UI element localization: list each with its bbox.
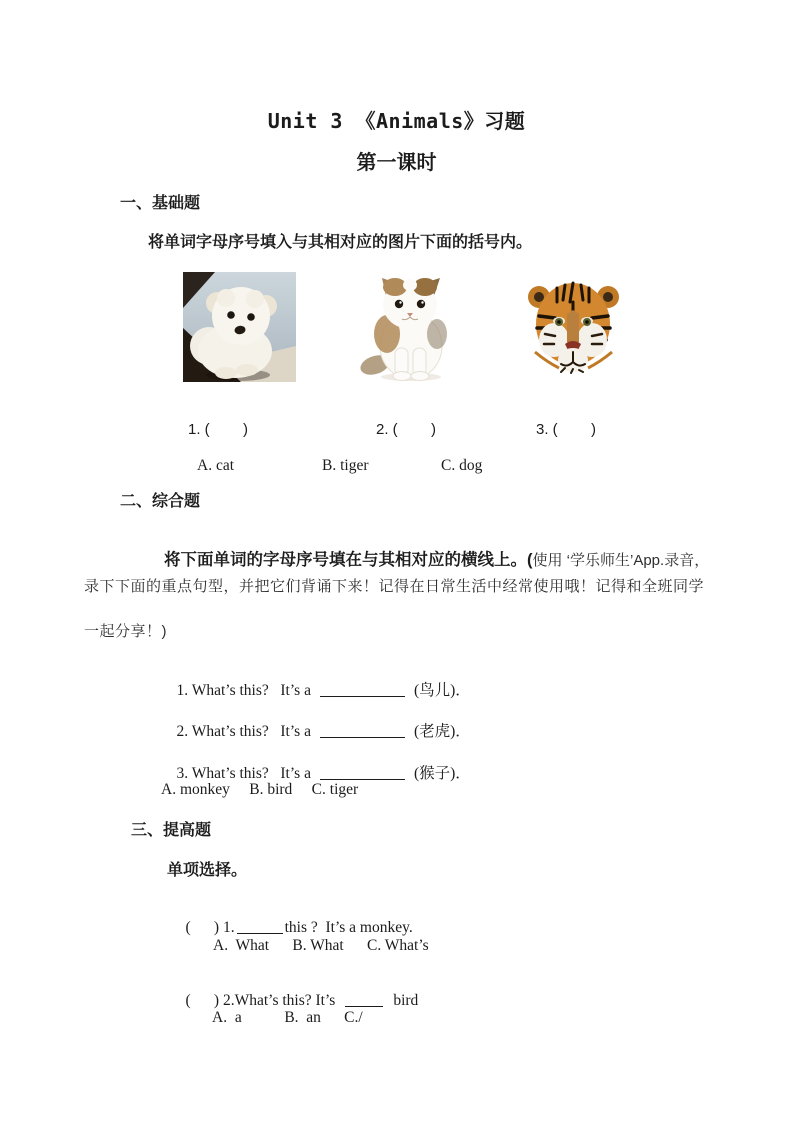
cat-image [358,272,463,382]
section3-subheading: 单项选择。 [167,862,248,879]
section2-note-line3: 一起分享！) [84,623,167,640]
choice-question-2-tail: bird [393,992,419,1009]
answer-slot-1: 1. ( ) [188,421,249,438]
tiger-image [527,272,620,380]
word-option-b: B. tiger [322,457,369,474]
answer-slot-2: 2. ( ) [376,421,437,438]
choice-question-2-prompt: ( ) 2.What’s this? It’s [185,992,336,1009]
answer-slot-3: 3. ( ) [536,421,597,438]
fill-question-1-blank [320,681,405,697]
dog-image [183,272,296,382]
section1-heading: 一、基础题 [120,195,201,212]
fill-question-2-prompt: 2. What’s this? It’s a [176,723,311,740]
cat-photo [358,272,463,387]
choice-question-2-blank [345,991,383,1007]
choice-question-2-options: A. a B. an C./ [212,1009,363,1026]
dog-photo [183,272,296,387]
fill-question-1-hint: (鸟儿)． [413,682,471,699]
fill-question-2-hint: (老虎)． [413,723,471,740]
page-subtitle: 第一课时 [356,152,437,174]
section2-heading: 二、综合题 [120,493,201,510]
choice-question-1-tail: this ? It’s a monkey. [284,919,413,936]
choice-question-1-options: A. What B. What C. What’s [213,937,429,954]
word-option-c: C. dog [441,457,483,474]
section2-note-line2: 录下下面的重点句型，并把它们背诵下来！记得在日常生活中经常使用哦！记得和全班同学 [84,578,705,595]
section1-instruction: 将单词字母序号填入与其相对应的图片下面的括号内。 [148,234,533,251]
fill-question-3-prompt: 3. What’s this? It’s a [176,765,311,782]
section2-word-options: A. monkey B. bird C. tiger [161,781,359,798]
choice-question-1-prompt: ( ) 1. [185,919,235,936]
section3-heading: 三、提高题 [131,822,212,839]
tiger-photo [527,272,620,385]
fill-question-2-blank [320,722,405,738]
fill-question-3-blank [320,764,405,780]
fill-question-1-prompt: 1. What’s this? It’s a [176,682,311,699]
section2-instruction-bold: 将下面单词的字母序号填在与其相对应的横线上。( [164,551,533,569]
section2-instruction-note: 使用 ‘学乐师生’App.录音， [532,552,710,569]
fill-question-3-hint: (猴子)． [413,765,471,782]
page-title: Unit 3 《Animals》习题 [267,109,526,133]
word-option-a: A. cat [197,457,235,474]
choice-question-1-blank [237,918,283,934]
